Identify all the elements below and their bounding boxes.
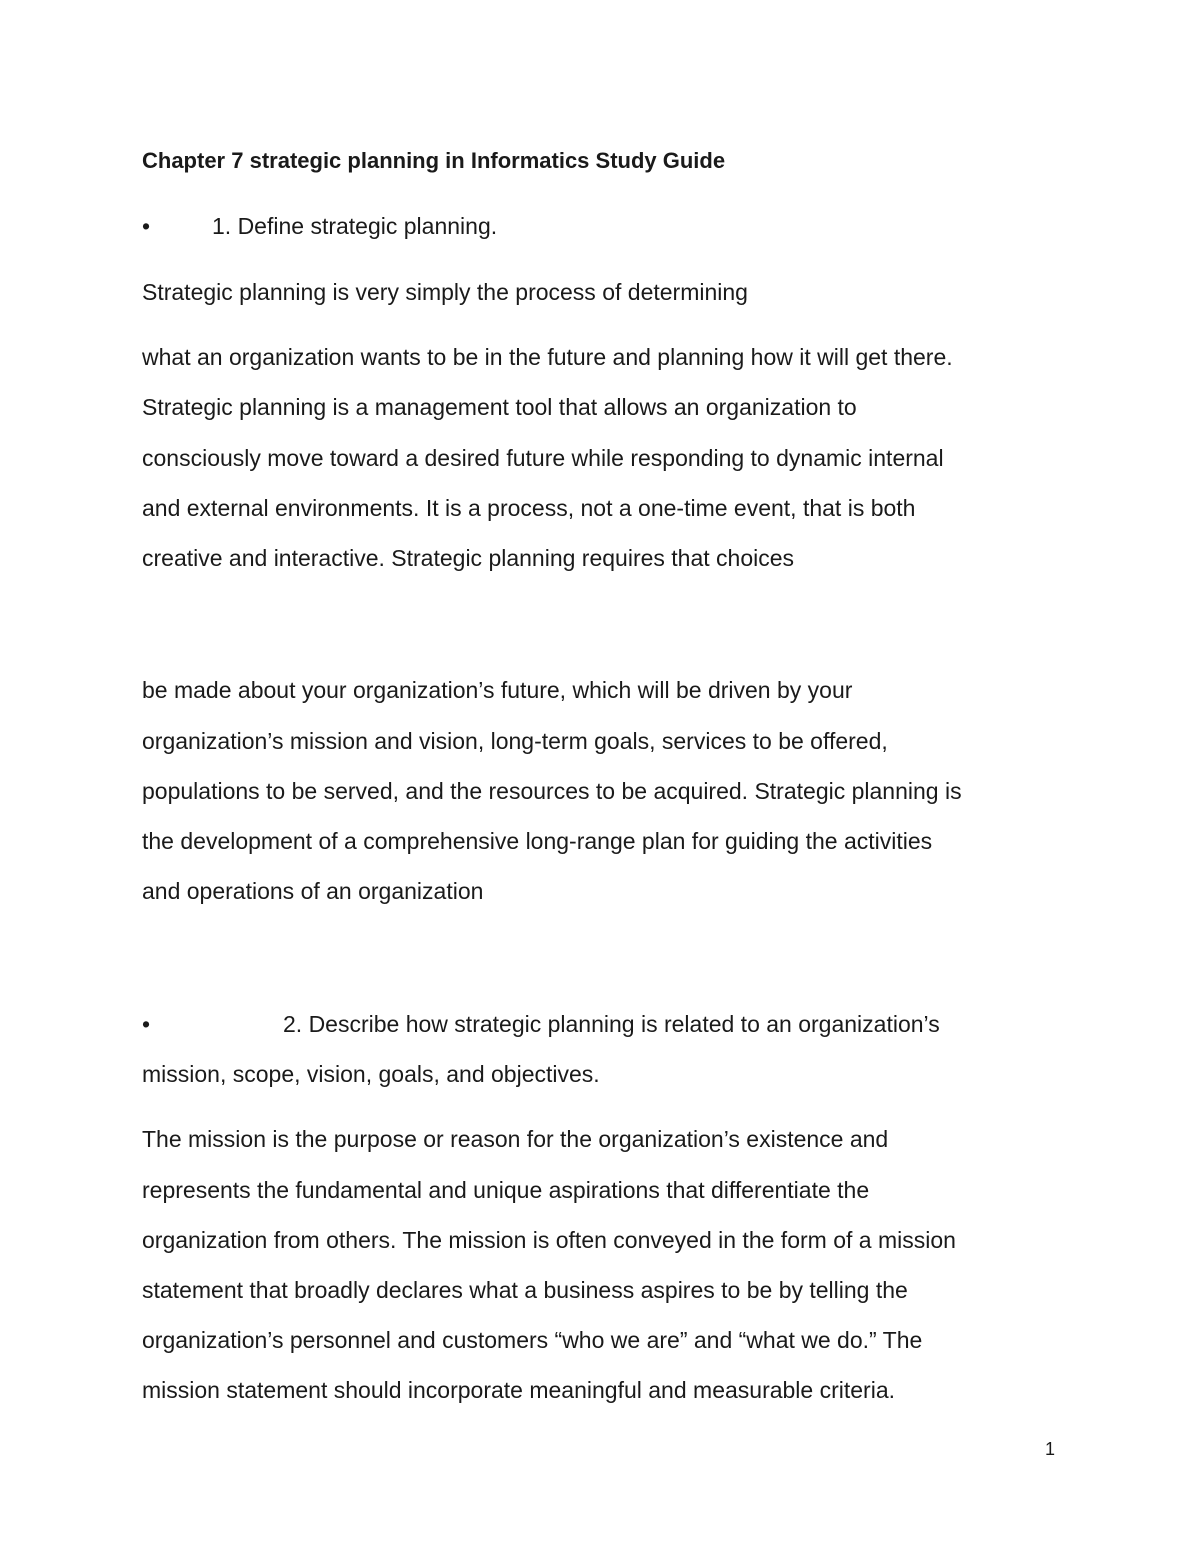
answer-1-line: organization’s mission and vision, long-term goals, services to be offered, [142, 728, 888, 754]
answer-1-line: and external environments. It is a process, not a one-time event, that is both [142, 495, 916, 521]
answer-1-line: populations to be served, and the resources to be acquired. Strategic planning is [142, 778, 962, 804]
answer-2-line: organization’s personnel and customers “who we are” and “what we do.” The [142, 1327, 923, 1353]
answer-1-line: be made about your organization’s future, which will be driven by your [142, 677, 853, 703]
answer-1-line: consciously move toward a desired future while responding to dynamic internal [142, 445, 944, 471]
answer-2-line: The mission is the purpose or reason for the organization’s existence and [142, 1126, 889, 1152]
answer-1-line: creative and interactive. Strategic planning requires that choices [142, 545, 795, 571]
answer-1-line: the development of a comprehensive long-range plan for guiding the activities [142, 828, 933, 854]
answer-1-line: Strategic planning is a management tool that allows an organization to [142, 394, 857, 420]
question-1: 1. Define strategic planning. [212, 213, 498, 239]
answer-2-line: organization from others. The mission is often conveyed in the form of a mission [142, 1227, 956, 1253]
answer-2-line: mission statement should incorporate meaningful and measurable criteria. [142, 1377, 896, 1403]
question-2-line: 2. Describe how strategic planning is related to an organization’s [283, 1011, 940, 1037]
document-title: Chapter 7 strategic planning in Informatics Study Guide [142, 148, 726, 173]
answer-1-line: what an organization wants to be in the future and planning how it will get there. [142, 344, 953, 370]
page-number: 1 [1045, 1439, 1056, 1459]
question-2-line: mission, scope, vision, goals, and objectives. [142, 1061, 600, 1087]
bullet-2: • [142, 1011, 151, 1037]
answer-1-line: Strategic planning is very simply the process of determining [142, 279, 748, 305]
answer-2-line: statement that broadly declares what a business aspires to be by telling the [142, 1277, 908, 1303]
answer-1-line: and operations of an organization [142, 878, 484, 904]
bullet-1: • [142, 213, 151, 239]
answer-2-line: represents the fundamental and unique aspirations that differentiate the [142, 1177, 870, 1203]
